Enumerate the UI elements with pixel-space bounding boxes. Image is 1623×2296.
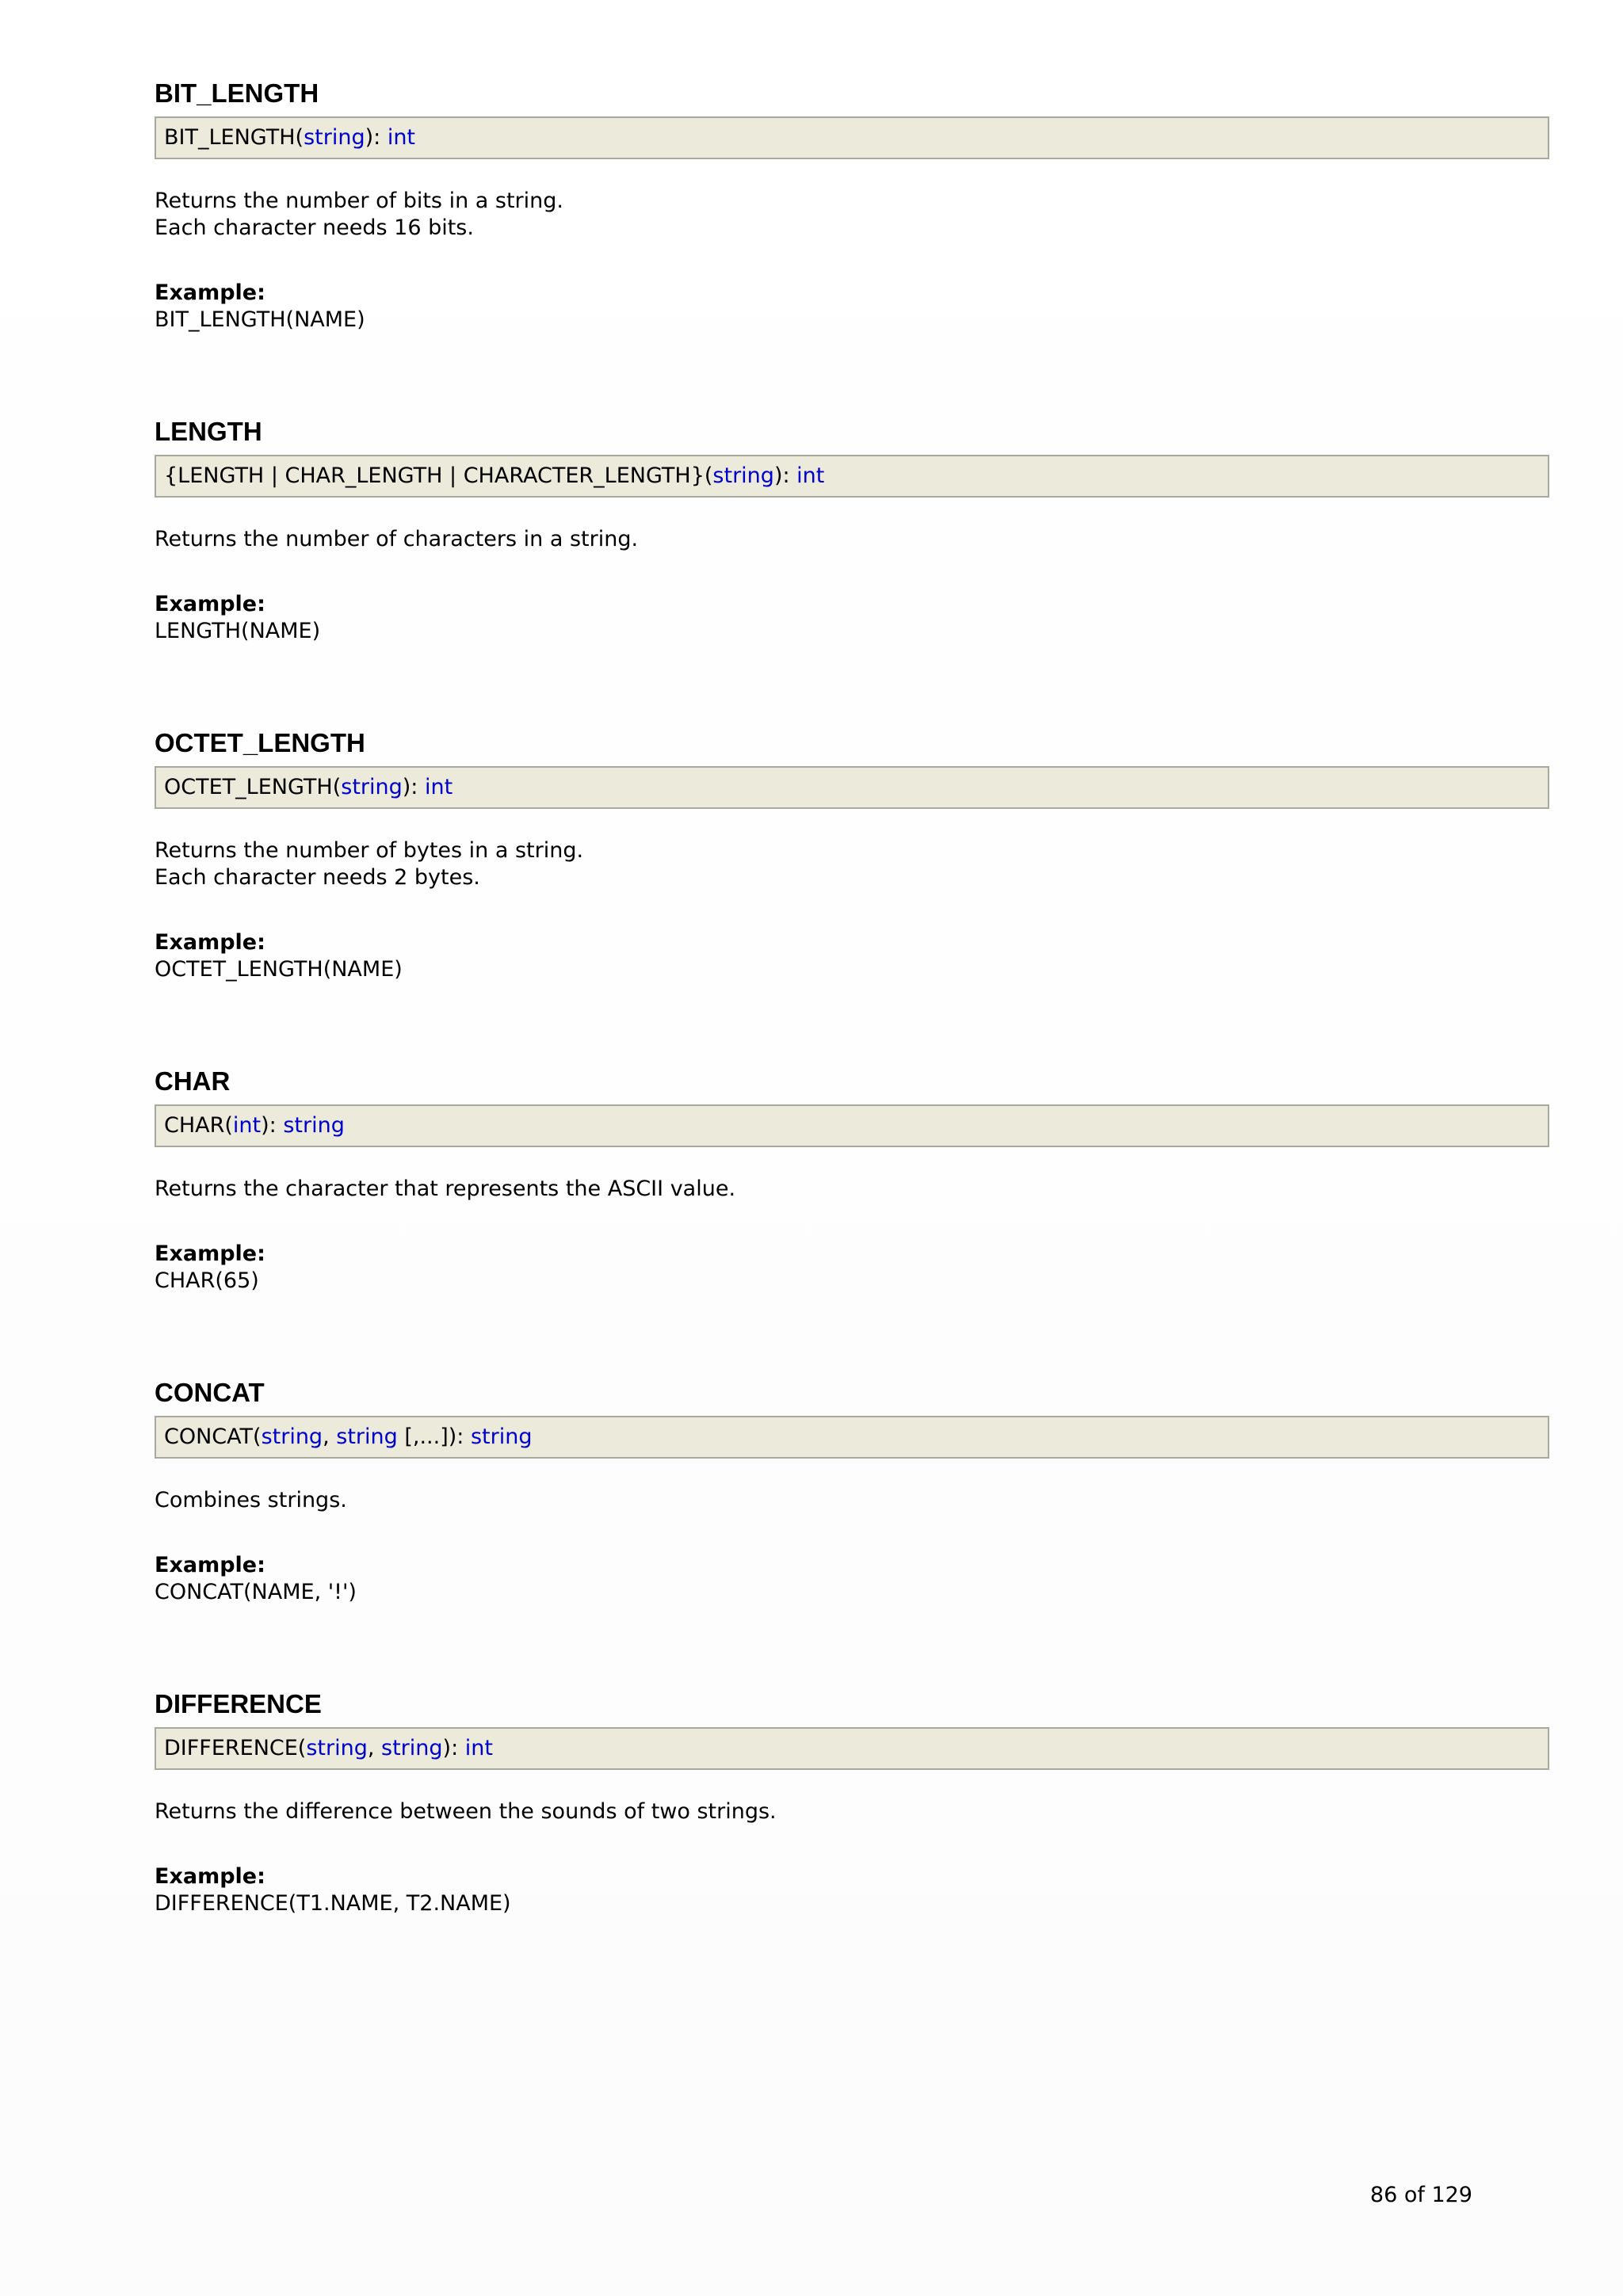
- syntax-text: ):: [402, 775, 425, 799]
- example-label: Example:: [155, 930, 265, 955]
- syntax-text: CONCAT(: [164, 1425, 262, 1449]
- example-block: [155, 929, 1549, 983]
- syntax-text: CHAR(: [164, 1113, 233, 1138]
- syntax-type: string: [470, 1425, 533, 1449]
- syntax-type: string: [381, 1736, 443, 1760]
- function-description: [155, 837, 1549, 891]
- syntax-text: ):: [773, 463, 797, 488]
- function-description: [155, 1798, 1549, 1825]
- example-code: OCTET_LENGTH(NAME): [155, 957, 403, 982]
- description-line: Returns the character that represents the ASCII value.: [155, 1177, 736, 1201]
- syntax-type: string: [283, 1113, 345, 1138]
- function-description: [155, 1176, 1549, 1203]
- example-block: [155, 280, 1549, 334]
- syntax-box: [155, 1416, 1549, 1459]
- syntax-type: string: [306, 1736, 368, 1760]
- example-code: DIFFERENCE(T1.NAME, T2.NAME): [155, 1891, 511, 1916]
- syntax-type: int: [796, 463, 825, 488]
- example-block: [155, 591, 1549, 645]
- example-code: BIT_LENGTH(NAME): [155, 307, 365, 332]
- function-description: [155, 526, 1549, 553]
- example-block: [155, 1241, 1549, 1295]
- syntax-box: [155, 1104, 1549, 1147]
- function-title: BIT_LENGTH: [155, 78, 319, 108]
- function-description: [155, 1487, 1549, 1514]
- syntax-text: [,...]):: [397, 1425, 471, 1449]
- function-description: [155, 188, 1549, 242]
- example-label: Example:: [155, 280, 265, 305]
- function-title: OCTET_LENGTH: [155, 728, 365, 757]
- example-label: Example:: [155, 1241, 265, 1266]
- syntax-text: {LENGTH | CHAR_LENGTH | CHARACTER_LENGTH}(: [164, 463, 713, 488]
- function-entry-char: [155, 1063, 1549, 1295]
- syntax-box: [155, 766, 1549, 809]
- syntax-type: int: [232, 1113, 262, 1138]
- syntax-box: [155, 455, 1549, 498]
- syntax-box: [155, 1727, 1549, 1770]
- description-line: Returns the number of characters in a string.: [155, 527, 639, 551]
- example-label: Example:: [155, 1553, 265, 1577]
- function-entry-concat: [155, 1375, 1549, 1606]
- syntax-text: ):: [365, 125, 388, 150]
- example-code: CHAR(65): [155, 1268, 259, 1293]
- function-entry-bit-length: [155, 75, 1549, 334]
- example-code: CONCAT(NAME, '!'): [155, 1580, 357, 1604]
- function-entry-difference: [155, 1686, 1549, 1917]
- example-code: LENGTH(NAME): [155, 619, 321, 643]
- page-number: 86 of 129: [1369, 2183, 1472, 2207]
- function-entry-length: [155, 414, 1549, 645]
- syntax-text: ,: [323, 1425, 337, 1449]
- function-entry-octet-length: [155, 725, 1549, 983]
- example-block: [155, 1552, 1549, 1606]
- syntax-type: string: [261, 1425, 323, 1449]
- function-title: CONCAT: [155, 1378, 265, 1407]
- syntax-text: DIFFERENCE(: [164, 1736, 307, 1760]
- description-line: Returns the number of bytes in a string.: [155, 838, 584, 863]
- example-label: Example:: [155, 1864, 265, 1889]
- example-block: [155, 1863, 1549, 1917]
- syntax-type: int: [464, 1736, 493, 1760]
- syntax-type: string: [341, 775, 403, 799]
- function-title: DIFFERENCE: [155, 1689, 322, 1718]
- function-title: LENGTH: [155, 417, 262, 446]
- syntax-box: [155, 116, 1549, 159]
- syntax-text: ):: [442, 1736, 465, 1760]
- syntax-text: ):: [261, 1113, 284, 1138]
- description-line: Returns the number of bits in a string.: [155, 189, 563, 213]
- syntax-type: string: [712, 463, 774, 488]
- description-line: Each character needs 16 bits.: [155, 215, 474, 240]
- function-title: CHAR: [155, 1066, 231, 1096]
- syntax-text: OCTET_LENGTH(: [164, 775, 342, 799]
- description-line: Combines strings.: [155, 1488, 347, 1512]
- syntax-type: int: [424, 775, 453, 799]
- syntax-type: string: [336, 1425, 398, 1449]
- syntax-text: ,: [367, 1736, 382, 1760]
- syntax-text: BIT_LENGTH(: [164, 125, 304, 150]
- syntax-type: int: [387, 125, 416, 150]
- syntax-type: string: [304, 125, 365, 150]
- example-label: Example:: [155, 592, 265, 616]
- description-line: Each character needs 2 bytes.: [155, 865, 480, 890]
- description-line: Returns the difference between the sounds of two strings.: [155, 1799, 777, 1824]
